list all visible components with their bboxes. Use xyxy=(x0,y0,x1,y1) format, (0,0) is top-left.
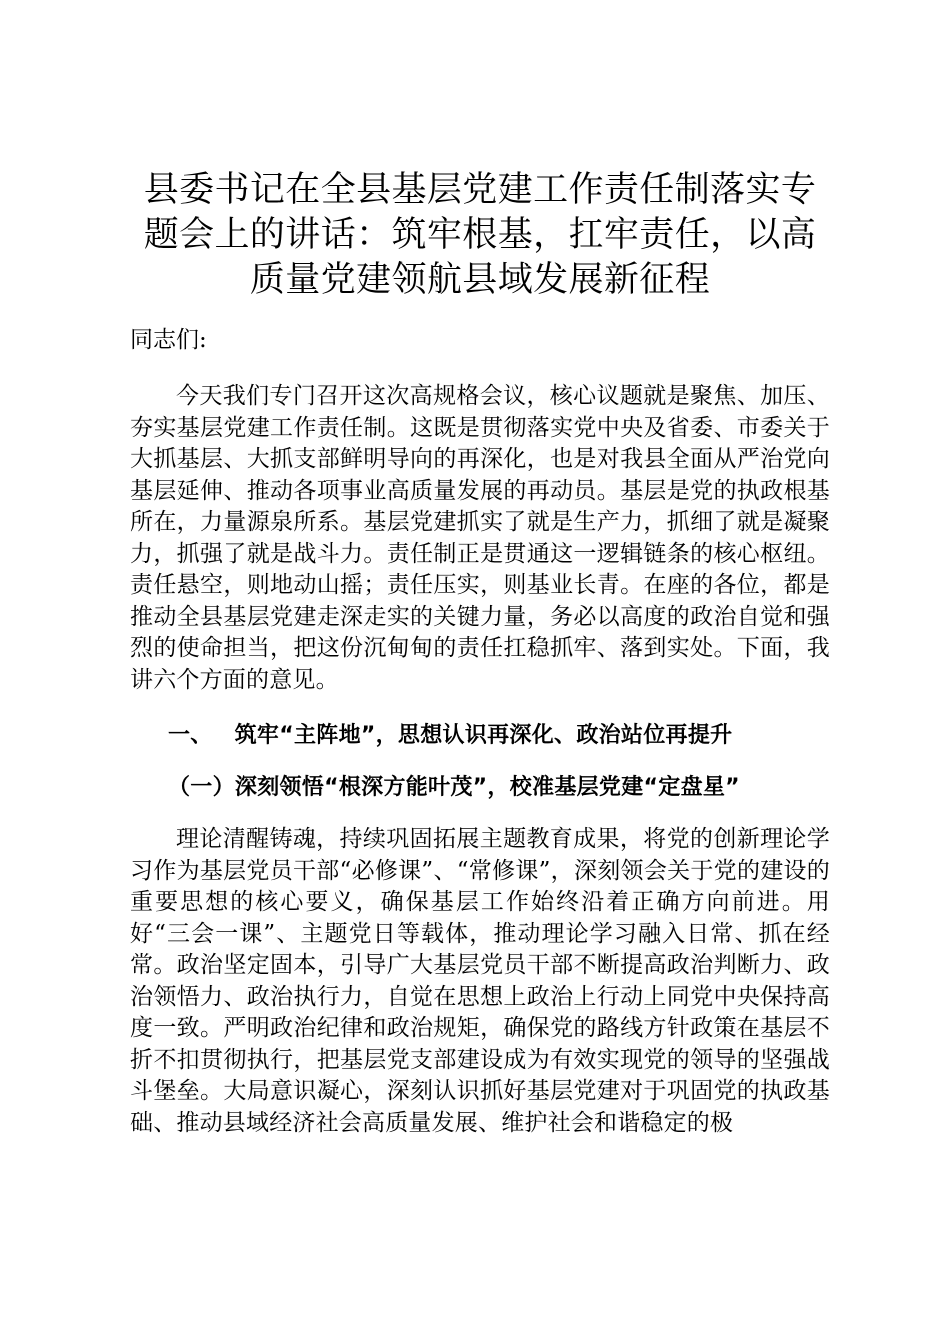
intro-paragraph: 今天我们专门召开这次高规格会议，核心议题就是聚焦、加压、夯实基层党建工作责任制。这既是贯彻落实党中央及省委、市委关于大抓基层、大抓支部鲜明导向的再深化，也是对我县全面从严治党向基层延伸、推动各项事业高质量发展的再动员。基层是党的执政根基所在，力量源泉所系。基层党建抓实了就是生产力，抓细了就是凝聚力，抓强了就是战斗力。责任制正是贯通这一逻辑链条的核心枢纽。责任悬空，则地动山摇；责任压实，则基业长青。在座的各位，都是推动全县基层党建走深走实的关键力量，务必以高度的政治自觉和强烈的使命担当，把这份沉甸甸的责任扛稳抓牢、落到实处。下面，我讲六个方面的意见。 xyxy=(130,383,830,693)
body-paragraph: 理论清醒铸魂，持续巩固拓展主题教育成果，将党的创新理论学习作为基层党员干部“必修课”、“常修课”，深刻领会关于党的建设的重要思想的核心要义，确保基层工作始终沿着正确方向前进。用好“三会一课”、主题党日等载体，推动理论学习融入日常、抓在经常。政治坚定固本，引导广大基层党员干部不断提高政治判断力、政治领悟力、政治执行力，自觉在思想上政治上行动上同党中央保持高度一致。严明政治纪律和政治规矩，确保党的路线方针政策在基层不折不扣贯彻执行，把基层党支部建设成为有效实现党的领导的坚强战斗堡垒。大局意识凝心，深刻认识抓好基层党建对于巩固党的执政基础、推动县域经济社会高质量发展、维护社会和谐稳定的极 xyxy=(130,826,830,1136)
document-page xyxy=(130,168,830,1139)
section-heading-text: 筑牢“主阵地”，思想认识再深化、政治站位再提升 xyxy=(234,723,733,748)
document-title: 县委书记在全县基层党建工作责任制落实专题会上的讲话：筑牢根基，扛牢责任，以高质量党建领航县域发展新征程 xyxy=(143,170,817,300)
subsection-heading-1: （一）深刻领悟“根深方能叶茂”，校准基层党建“定盘星” xyxy=(168,775,740,800)
section-number: 一、 xyxy=(168,723,213,748)
section-heading-1 xyxy=(130,714,830,758)
salutation: 同志们: xyxy=(130,327,207,353)
